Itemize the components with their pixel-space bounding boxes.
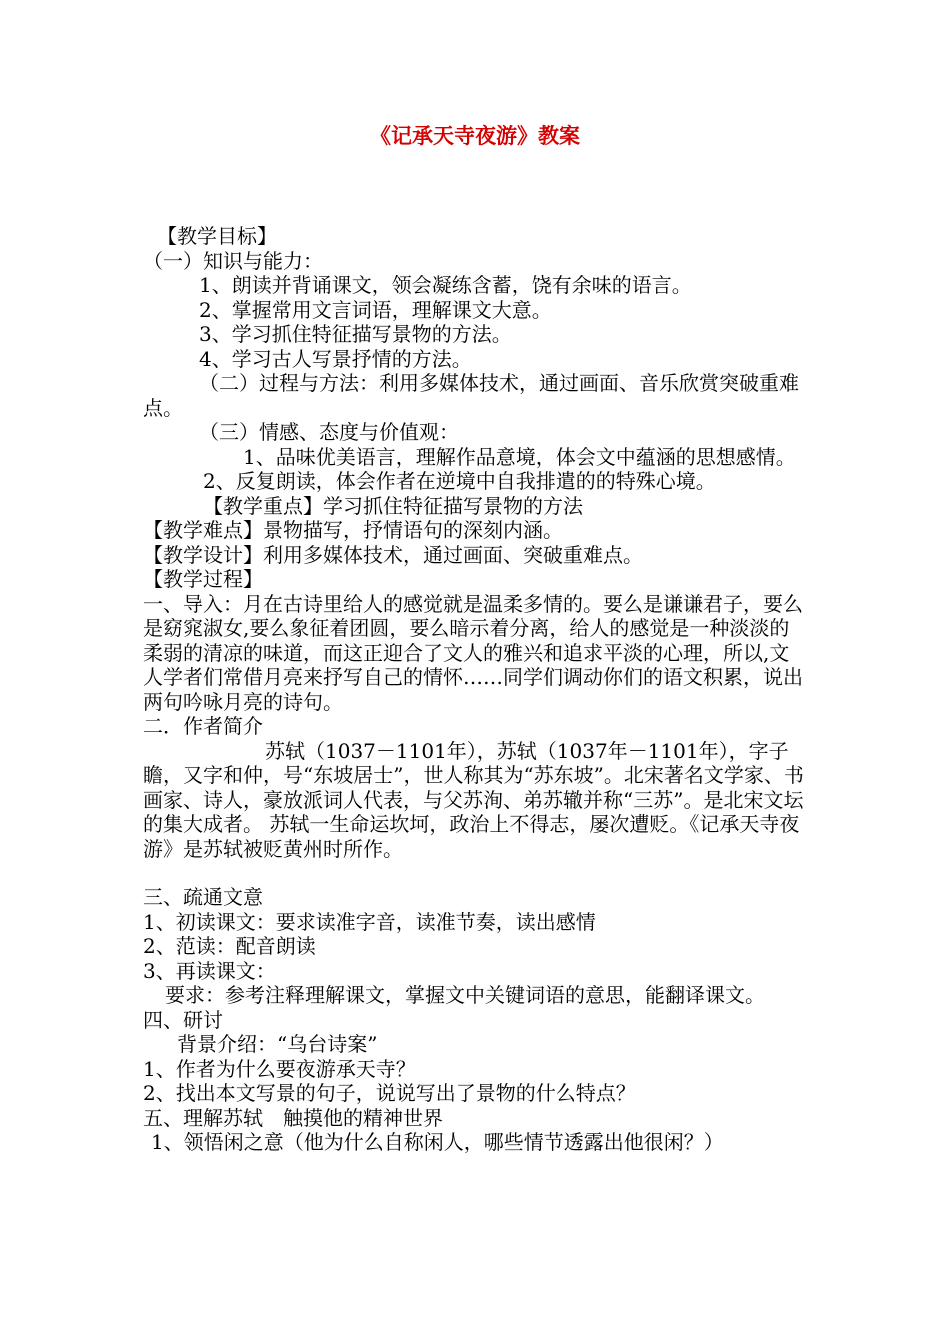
section-heading-understanding: 五、理解苏轼 触摸他的精神世界 xyxy=(143,1105,443,1130)
reading-step: 2、范读：配音朗读 xyxy=(143,934,316,958)
subheading-emotion: （三）情感、态度与价值观： xyxy=(199,420,459,444)
objective-item: 4、学习古人写景抒情的方法。 xyxy=(199,346,472,371)
section-heading-author: 二．作者简介 xyxy=(143,714,263,738)
objective-item: 1、品味优美语言，理解作品意境，体会文中蕴涵的思想感情。 xyxy=(243,444,796,469)
objective-item: 2、反复朗读，体会作者在逆境中自我排遣的的特殊心境。 xyxy=(203,469,716,493)
section-heading-reading: 三、疏通文意 xyxy=(143,885,263,909)
subheading-knowledge: （一）知识与能力： xyxy=(143,248,323,273)
teaching-difficulty: 【教学难点】景物描写，抒情语句的深刻内涵。 xyxy=(143,518,563,542)
discussion-question: 1、作者为什么要夜游承天寺？ xyxy=(143,1056,416,1081)
reading-step: 1、初读课文：要求读准字音，读准节奏，读出感情 xyxy=(143,909,596,934)
objective-process: （二）过程与方法：利用多媒体技术，通过画面、音乐欣赏突破重难点。 xyxy=(143,371,799,420)
teaching-design: 【教学设计】利用多媒体技术，通过画面、突破重难点。 xyxy=(143,542,643,567)
introduction-paragraph: 一、导入：月在古诗里给人的感觉就是温柔多情的。要么是谦谦君子，要么是窈窕淑女,要么象征着团圆，要么暗示着分离，给人的感觉是一种淡淡的柔弱的清凉的味道，而这正迎合了文人的雅兴和追求平淡的心理，所以,文人学者们常借月亮来抒写自己的情怀……同学们调动你们的语文积累，说出两句吟咏月亮的诗句。 xyxy=(143,591,803,714)
reading-step: 3、再读课文： xyxy=(143,958,276,983)
objective-item: 1、朗读并背诵课文，领会凝练含蓄，饶有余味的语言。 xyxy=(199,273,692,297)
reading-requirement: 要求：参考注释理解课文，掌握文中关键词语的意思，能翻译课文。 xyxy=(165,983,765,1007)
teaching-focus: 【教学重点】学习抓住特征描写景物的方法 xyxy=(203,493,583,518)
objective-item: 2、掌握常用文言词语，理解课文大意。 xyxy=(199,297,552,322)
discussion-question: 2、找出本文写景的句子，说说写出了景物的什么特点？ xyxy=(143,1081,636,1105)
author-paragraph: 苏轼（1037－1101年），苏轼（1037年－1101年），字子瞻，又字和仲，号“东坡居士”，世人称其为“苏东坡”。北宋著名文学家、书画家、诗人，豪放派词人代表，与父苏洵、弟苏辙并称“三苏”。是北宋文坛的集大成者。 苏轼一生命运坎坷，政治上不得志，屡次遭贬。《记承天寺夜游》是苏轼被贬黄州时所作。 xyxy=(143,738,804,861)
section-heading-objectives: 【教学目标】 xyxy=(157,224,277,248)
section-heading-process: 【教学过程】 xyxy=(143,567,263,591)
blank-line xyxy=(143,861,807,885)
document-title: 《记承天寺夜游》教案 xyxy=(370,124,580,148)
document-body xyxy=(143,224,807,1155)
section-heading-discussion: 四、研讨 xyxy=(143,1007,223,1032)
objective-item: 3、学习抓住特征描写景物的方法。 xyxy=(199,322,512,346)
understanding-item: 1、领悟闲之意（他为什么自称闲人，哪些情节透露出他很闲？） xyxy=(151,1130,724,1154)
background-intro: 背景介绍：“乌台诗案” xyxy=(177,1032,378,1056)
